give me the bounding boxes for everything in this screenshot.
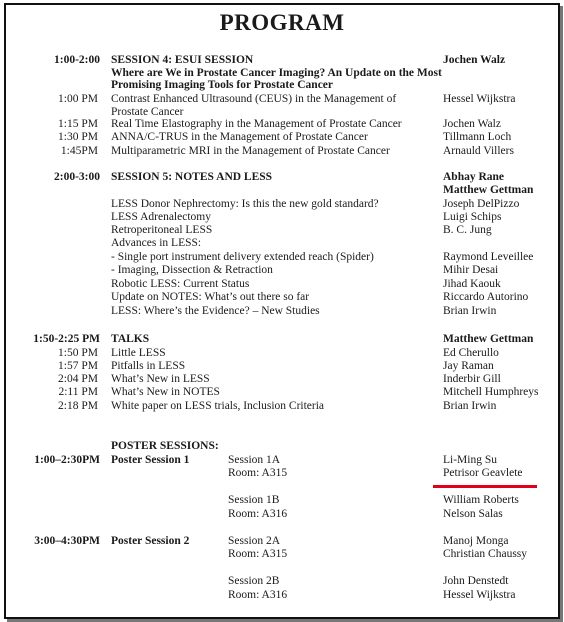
- talks-item-speaker: Inderbir Gill: [443, 373, 501, 385]
- poster-session-name: Session 2B: [228, 575, 280, 587]
- session4-item-talk: ANNA/C-TRUS in the Management of Prostate Cancer: [111, 131, 368, 143]
- session4-item-talk: Real Time Elastography in the Management of Prostate Cancer: [111, 118, 402, 130]
- poster-session-speaker: Manoj Monga: [443, 535, 509, 547]
- talks-item-time: 2:04 PM: [58, 373, 98, 385]
- session4-item-speaker: Jochen Walz: [443, 118, 501, 130]
- poster-session-room: Room: A316: [228, 508, 288, 520]
- session5-item-speaker: Luigi Schips: [443, 211, 502, 223]
- poster-group-time: 1:00–2:30PM: [34, 454, 100, 466]
- session5-item-talk: Retroperitoneal LESS: [111, 224, 213, 236]
- session5-item-talk: - Imaging, Dissection & Retraction: [111, 264, 273, 276]
- talks-item-talk: Little LESS: [111, 347, 166, 359]
- session5-chair: Matthew Gettman: [443, 184, 534, 196]
- talks-item-talk: What’s New in LESS: [111, 373, 210, 385]
- session4-item-speaker: Tillmann Loch: [443, 131, 512, 143]
- session4-item-time: 1:30 PM: [58, 131, 98, 143]
- talks-item-time: 1:50 PM: [58, 347, 98, 359]
- talks-item-time: 2:18 PM: [58, 400, 98, 412]
- poster-group-name: Poster Session 1: [111, 454, 190, 466]
- poster-session-speaker: Nelson Salas: [443, 508, 503, 520]
- session4-title: SESSION 4: ESUI SESSION: [111, 54, 254, 66]
- poster-session-speaker: John Denstedt: [443, 575, 509, 587]
- session5-item-talk: Advances in LESS:: [111, 237, 202, 249]
- session5-time: 2:00-3:00: [54, 171, 100, 183]
- session5-item-talk: LESS: Where’s the Evidence? – New Studies: [111, 305, 320, 317]
- talks-time: 1:50-2:25 PM: [33, 333, 100, 345]
- talks-item-talk: White paper on LESS trials, Inclusion Criteria: [111, 400, 325, 412]
- talks-item-talk: Pitfalls in LESS: [111, 360, 186, 372]
- session5-item-speaker: Brian Irwin: [443, 305, 497, 317]
- talks-title: TALKS: [111, 333, 150, 345]
- poster-session-room: Room: A315: [228, 548, 288, 560]
- session5-item-speaker: Mihir Desai: [443, 264, 499, 276]
- poster-session-room: Room: A315: [228, 467, 288, 479]
- talks-item-time: 1:57 PM: [58, 360, 98, 372]
- session5-item-talk: Robotic LESS: Current Status: [111, 278, 250, 290]
- talks-item-speaker: Mitchell Humphreys: [443, 386, 539, 398]
- poster-session-room: Room: A316: [228, 589, 288, 601]
- session5-title: SESSION 5: NOTES AND LESS: [111, 171, 273, 183]
- session5-item-speaker: Joseph DelPizzo: [443, 198, 520, 210]
- session4-item-time: 1:45PM: [60, 145, 98, 157]
- talks-item-talk: What’s New in NOTES: [111, 386, 220, 398]
- session4-subtitle-line2: Promising Imaging Tools for Prostate Cancer: [111, 79, 334, 91]
- talks-item-speaker: Brian Irwin: [443, 400, 497, 412]
- poster-session-speaker: Christian Chaussy: [443, 548, 528, 560]
- session4-item-speaker: Hessel Wijkstra: [443, 93, 516, 105]
- session4-item-talk: Multiparametric MRI in the Management of Prostate Cancer: [111, 145, 390, 157]
- session4-item-time: 1:00 PM: [58, 93, 98, 105]
- session5-item-speaker: Riccardo Autorino: [443, 291, 529, 303]
- session5-item-talk: LESS Adrenalectomy: [111, 211, 211, 223]
- session4-subtitle-line1: Where are We in Prostate Cancer Imaging? An Update on the Most: [111, 67, 442, 79]
- session4-speaker: Jochen Walz: [443, 54, 506, 66]
- talks-item-speaker: Jay Raman: [443, 360, 494, 372]
- poster-session-name: Session 1A: [228, 454, 281, 466]
- session4-item-talk-line2: Prostate Cancer: [111, 106, 184, 118]
- poster-heading: POSTER SESSIONS:: [111, 440, 219, 452]
- session4-time: 1:00-2:00: [54, 54, 100, 66]
- session5-item-speaker: Raymond Leveillee: [443, 251, 534, 263]
- session5-item-talk: - Single port instrument delivery extended reach (Spider): [111, 251, 374, 263]
- poster-session-name: Session 1B: [228, 494, 280, 506]
- poster-session-speaker: Petrisor Geavlete: [443, 467, 523, 479]
- poster-session-speaker: Hessel Wijkstra: [443, 589, 516, 601]
- session5-chair: Abhay Rane: [443, 171, 505, 183]
- session5-item-speaker: Jihad Kaouk: [443, 278, 501, 290]
- talks-item-time: 2:11 PM: [58, 386, 98, 398]
- talks-item-speaker: Ed Cherullo: [443, 347, 499, 359]
- session5-item-talk: LESS Donor Nephrectomy: Is this the new gold standard?: [111, 198, 379, 210]
- poster-session-speaker: Li-Ming Su: [443, 454, 497, 466]
- poster-session-name: Session 2A: [228, 535, 281, 547]
- session4-item-time: 1:15 PM: [58, 118, 98, 130]
- poster-group-name: Poster Session 2: [111, 535, 190, 547]
- session5-item-talk: Update on NOTES: What’s out there so far: [111, 291, 310, 303]
- page-title: PROGRAM: [219, 10, 345, 35]
- session5-item-speaker: B. C. Jung: [443, 224, 492, 236]
- poster-group-time: 3:00–4:30PM: [34, 535, 100, 547]
- session4-item-talk: Contrast Enhanced Ultrasound (CEUS) in the Management of: [111, 93, 397, 105]
- red-underline: [433, 485, 537, 488]
- session4-item-speaker: Arnauld Villers: [443, 145, 514, 157]
- poster-session-speaker: William Roberts: [443, 494, 519, 506]
- talks-chair: Matthew Gettman: [443, 333, 534, 345]
